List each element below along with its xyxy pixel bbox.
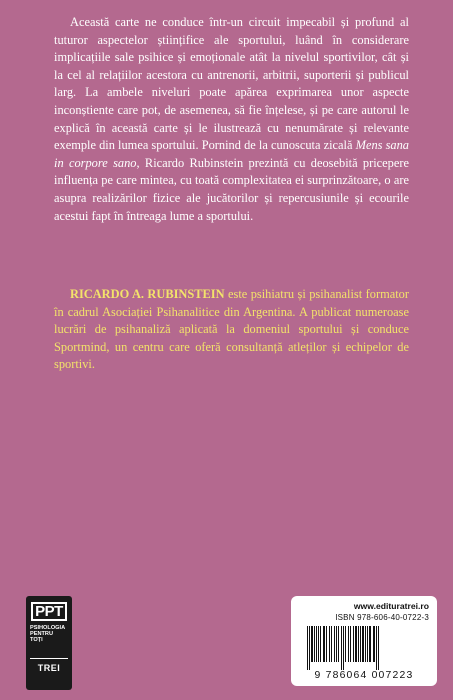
barcode-bar xyxy=(316,626,317,662)
barcode-bars xyxy=(299,626,429,670)
series-name xyxy=(30,625,68,644)
publisher-website: www.edituratrei.ro xyxy=(353,601,429,611)
author-bio-text: este psihiatru și psihanalist formator în cadrul Asociației Psihanalitice din Argentina. A publicat numeroase lucrări de psihanaliză aplicată la domeniul sportului și conduce Sportmind, un centru care oferă consultanță atleților și echipelor de sportivi. xyxy=(54,287,409,372)
barcode-bar xyxy=(350,626,351,662)
barcode-bar xyxy=(336,626,337,662)
series-name-line: PENTRU xyxy=(30,631,53,638)
barcode-bar xyxy=(376,626,377,670)
barcode-digits: 9 786064 007223 xyxy=(314,670,414,681)
barcode-bar xyxy=(353,626,354,662)
barcode-bar xyxy=(345,626,346,662)
description-text-end: , Ricardo Rubinstein prezintă cu deosebită pricepere influența pe care mintea, cu toată complexitatea ei surprinzătoare, o are asupra realizărilor fizice ale jucătorilor și repercusiunile și ecourile acestui fapt în întreaga lume a sportului. xyxy=(54,155,410,223)
barcode-bar xyxy=(367,626,368,662)
barcode-bar xyxy=(334,626,335,662)
barcode-bar xyxy=(341,626,342,670)
barcode-bar xyxy=(314,626,315,662)
description-latin-quote: Mens sana in corpore sano xyxy=(54,138,409,170)
barcode-bar xyxy=(362,626,364,662)
barcode-bar xyxy=(318,626,319,662)
barcode-bar xyxy=(338,626,339,662)
publisher-imprint: TREI xyxy=(37,662,61,673)
barcode-bar xyxy=(329,626,330,662)
isbn-number: ISBN 978-606-40-0722-3 xyxy=(335,613,429,622)
series-name-line: TOȚI xyxy=(30,637,43,644)
publisher-logo xyxy=(26,596,72,690)
author-bio xyxy=(54,286,409,374)
barcode-bar xyxy=(307,626,308,670)
barcode-bar xyxy=(369,626,371,662)
logo-divider xyxy=(30,658,68,659)
barcode-bar xyxy=(355,626,357,662)
author-name: RICARDO A. RUBINSTEIN xyxy=(70,287,225,301)
barcode xyxy=(299,626,429,680)
barcode-bar xyxy=(320,626,321,662)
barcode-bar xyxy=(365,626,366,662)
barcode-bar xyxy=(373,626,375,662)
barcode-bar xyxy=(311,626,313,662)
series-mark: PPT xyxy=(31,602,67,621)
barcode-bar xyxy=(348,626,349,662)
description-text-start: Această carte ne conduce într-un circuit impecabil și profund al tuturor aspectelor științifice ale sportului, luând în considerare implicațiile sale psihice și emoționale atât la nivelul sportivilor, cât și la cel al relațiilor acestora cu antrenorii, arbitrii, suporterii și publicul larg. La ambele niveluri poate apărea exprimarea unor aspecte inconștiente care pot, de asemenea, să fie înțelese, și pe care autorul le explică în această carte și le ilustrează cu nenumărate și relevante exemple din lumea sportului. Pornind de la cunoscuta zicală xyxy=(54,15,409,153)
series-name-line: PSIHOLOGIA xyxy=(30,625,66,631)
barcode-box xyxy=(291,596,437,686)
barcode-bar xyxy=(326,626,327,662)
barcode-bar xyxy=(378,626,379,670)
book-description xyxy=(54,14,409,225)
barcode-bar xyxy=(343,626,344,670)
barcode-bar xyxy=(309,626,310,670)
barcode-bar xyxy=(358,626,359,662)
barcode-bar xyxy=(323,626,325,662)
barcode-bar xyxy=(331,626,332,662)
barcode-bar xyxy=(360,626,361,662)
